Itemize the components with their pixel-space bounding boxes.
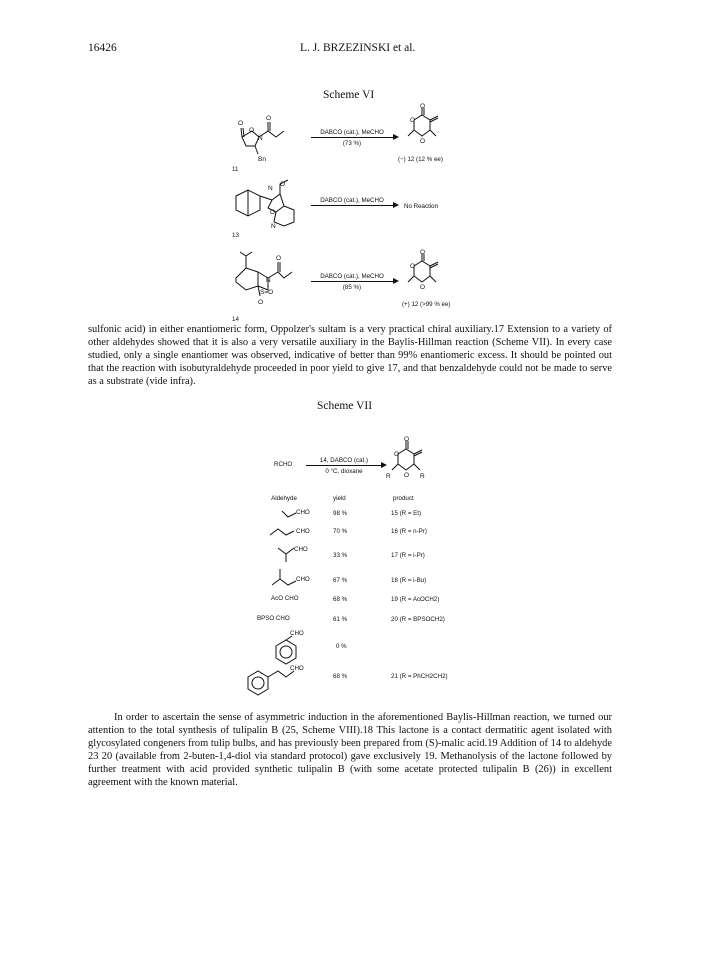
benzene-ring-icon <box>272 636 302 664</box>
atom-o: O <box>420 284 426 291</box>
atom-o: O <box>249 127 255 134</box>
table-row <box>0 663 701 693</box>
s7-arrow <box>306 465 384 466</box>
compound-13-label: 13 <box>232 232 239 239</box>
product-12-structure <box>400 249 460 300</box>
header-aldehyde: Aldehyde <box>271 495 297 502</box>
row-yield: 70 % <box>333 528 348 535</box>
row-product: 18 (R = i-Bu) <box>391 577 427 584</box>
aldehyde-label: CHO <box>290 630 304 637</box>
scheme7-title: Scheme VII <box>317 400 373 412</box>
row-product: 21 (R = PhCH2CH2) <box>391 673 448 680</box>
r3-yield: (85 %) <box>342 284 362 291</box>
compound-13-structure <box>228 178 298 230</box>
aldehyde-label: BPSO CHO <box>257 615 290 622</box>
header-yield: yield <box>333 495 346 502</box>
row-yield: 61 % <box>333 616 348 623</box>
atom-o: O <box>276 255 282 262</box>
aldehyde-label: CHO <box>296 576 310 583</box>
table-row <box>0 614 701 628</box>
s7-conditions-top: 14, DABCO (cat.) <box>319 457 369 464</box>
paragraph-1: sulfonic acid) in either enantiomeric form, Oppolzer's sultam is a very practical chiral auxiliary.17 Extension to a variety of other aldehydes showed that it is also a very versatile auxiliary in the Baylis-Hillman reaction (Scheme VII). In every case studied, only a single enantiomer was observed, indicative of better than 99% enantiomeric excess. It should be pointed out that the reaction with isobutyraldehyde proceeded in poor yield to give 17, and that benzaldehyde could not be made to serve as a substrate (vide infra). <box>88 324 612 388</box>
atom-n: N <box>268 185 273 192</box>
page-number: 16426 <box>88 42 117 54</box>
atom-o: O <box>404 472 410 479</box>
atom-o: O <box>270 209 276 216</box>
atom-o: O <box>258 299 264 306</box>
running-head: L. J. BRZEZINSKI et al. <box>300 42 416 54</box>
atom-o: O <box>420 249 426 256</box>
product-12-structure <box>400 103 460 154</box>
r1-conditions: DABCO (cat.), MeCHO <box>320 129 384 136</box>
r2-arrowhead <box>393 202 399 208</box>
r2-arrow <box>311 205 397 206</box>
s7-conditions-bottom: 0 °C, dioxane <box>325 468 363 475</box>
row-yield: 68 % <box>333 596 348 603</box>
table-row <box>0 567 701 589</box>
atom-n: N <box>258 135 263 142</box>
row-product: 17 (R = i-Pr) <box>391 552 425 559</box>
atom-n: N <box>271 223 276 230</box>
header-product: product <box>393 495 414 502</box>
aldehyde-label: CHO <box>290 665 304 672</box>
r-group-label: R <box>386 473 391 480</box>
compound-14-structure <box>228 250 300 312</box>
compound-11-label: 11 <box>232 166 239 173</box>
r3-arrow <box>311 281 397 282</box>
r1-arrowhead <box>393 134 399 140</box>
atom-o: O <box>404 436 410 443</box>
row-yield: 98 % <box>333 510 348 517</box>
atom-n: N <box>266 277 271 284</box>
aldehyde-label: CHO <box>296 528 310 535</box>
row-product: 19 (R = AcOCH2) <box>391 596 440 603</box>
rcho-label: RCHO <box>274 461 293 468</box>
table-row <box>0 509 701 523</box>
r3-conditions: DABCO (cat.), MeCHO <box>320 273 384 280</box>
atom-o: O <box>238 120 244 127</box>
atom-o: O <box>410 263 416 270</box>
r3-arrowhead <box>393 278 399 284</box>
r-group-label: R <box>420 473 425 480</box>
atom-o: O <box>280 181 286 188</box>
row-product: 20 (R = BPSOCH2) <box>391 616 445 623</box>
row-yield: 67 % <box>333 577 348 584</box>
row-product: 16 (R = n-Pr) <box>391 528 427 535</box>
table-row <box>0 630 701 664</box>
atom-o: O <box>410 117 416 124</box>
table-row <box>0 546 701 566</box>
atom-o: O <box>266 115 272 122</box>
r3-product: (+) 12 (>99 % ee) <box>402 301 451 308</box>
row-yield: 0 % <box>336 643 347 650</box>
sulfonyl-label: S=O <box>260 289 274 296</box>
row-yield: 68 % <box>333 673 348 680</box>
product-lactone-structure <box>384 438 444 490</box>
r2-product: No Reaction <box>404 203 439 210</box>
compound-14-label: 14 <box>232 316 239 323</box>
aldehyde-label: AcO CHO <box>271 595 299 602</box>
row-yield: 33 % <box>333 552 348 559</box>
scheme6-title: Scheme VI <box>323 89 375 101</box>
table-row <box>0 594 701 608</box>
aldehyde-label: CHO <box>294 546 308 553</box>
atom-o: O <box>420 138 426 145</box>
r1-arrow <box>311 137 397 138</box>
table-row <box>0 527 701 541</box>
substituent-label: Bn <box>258 156 266 163</box>
r1-yield: (73 %) <box>342 140 362 147</box>
paragraph-2: In order to ascertain the sense of asymmetric induction in the aforementioned Baylis-Hillman reaction, we turned our attention to the total synthesis of tulipalin B (25, Scheme VIII).18 This lactone is a contact dermatitic agent isolated with glycosylated congeners from tulip bulbs, and has previously been prepared from (S)-malic acid.19 Addition of 14 to aldehyde 23 20 (available from 2-buten-1,4-diol via standard protocol) gave exclusively 19. Methanolysis of the lactone followed by further treatment with acid provided synthetic tulipalin B (with some acetate protected tulipalin B (26)) in excellent agreement with the known material. <box>88 712 612 789</box>
r1-product: (−) 12 (12 % ee) <box>398 156 443 163</box>
r2-conditions: DABCO (cat.), MeCHO <box>320 197 384 204</box>
aldehyde-label: CHO <box>296 509 310 516</box>
row-product: 15 (R = Et) <box>391 510 422 517</box>
atom-o: O <box>420 103 426 110</box>
atom-o: O <box>394 451 400 458</box>
